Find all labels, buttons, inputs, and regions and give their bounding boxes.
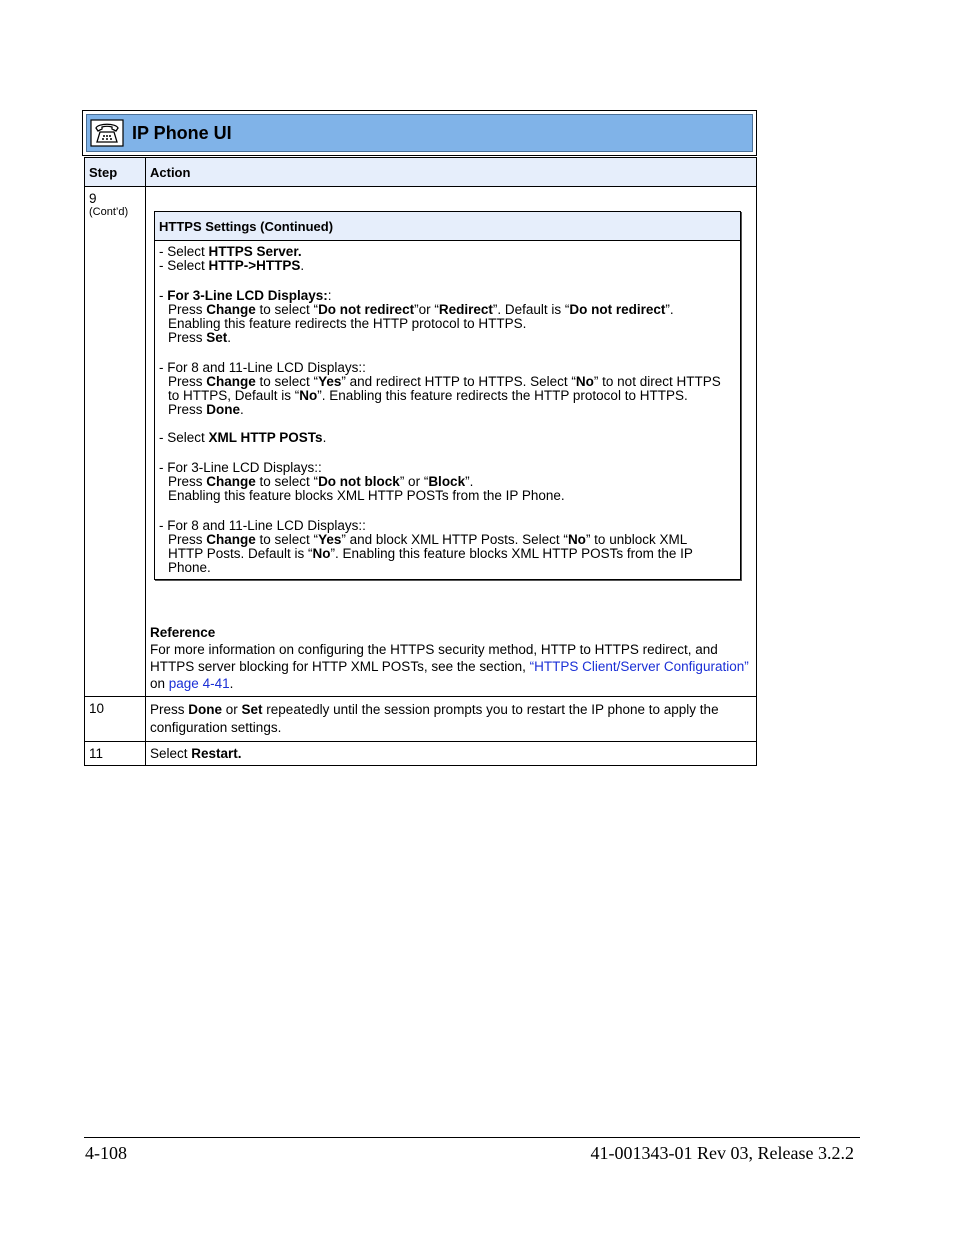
- inner-box-title: HTTPS Settings (Continued): [155, 212, 741, 241]
- reference-text: For more information on configuring the HTTPS security method, HTTP to HTTPS redirect, and HTTPS server blocking for HTTP XML POSTs, see the section,: [150, 642, 718, 674]
- list-item: Press Done.: [168, 402, 244, 417]
- steps-table: [84, 157, 757, 766]
- action-header: Action: [146, 158, 757, 187]
- step-header: Step: [85, 158, 146, 187]
- step-number: 11: [85, 742, 146, 766]
- list-item: to HTTPS, Default is “No”. Enabling this feature redirects the HTTP protocol to HTTPS.: [168, 388, 688, 403]
- section-banner: [86, 114, 753, 152]
- action-cell: Press Done or Set repeatedly until the session prompts you to restart the IP phone to apply the configuration settings.: [146, 697, 757, 742]
- list-item: Enabling this feature redirects the HTTP protocol to HTTPS.: [168, 316, 527, 331]
- step-number: 10: [85, 697, 146, 742]
- list-item: HTTP Posts. Default is “No”. Enabling this feature blocks XML HTTP POSTs from the IP: [168, 546, 693, 561]
- step-cell: [85, 187, 146, 697]
- table-header-row: [85, 158, 757, 187]
- https-config-link[interactable]: “HTTPS Client/Server Configuration”: [529, 659, 749, 674]
- table-row: [85, 742, 757, 766]
- section-title: IP Phone UI: [132, 122, 232, 143]
- list-item: - Select HTTP->HTTPS.: [159, 258, 305, 273]
- https-settings-box: [154, 211, 741, 580]
- table-row: [85, 187, 757, 697]
- table-row: [85, 697, 757, 742]
- action-cell: Select Restart.: [146, 742, 757, 766]
- reference-block: Reference For more information on configuring the HTTPS security method, HTTP to HTTPS redirect, and HTTPS server blocking for HTTP XML POSTs, see the section, “HTTPS Client/Server Configuration” on page 4-41.: [150, 625, 749, 691]
- page-link[interactable]: page 4-41: [168, 676, 230, 691]
- phone-icon: [90, 119, 124, 147]
- list-item: Press Change to select “Do not redirect”or “Redirect”. Default is “Do not redirect”.: [168, 302, 674, 317]
- list-item: - For 8 and 11-Line LCD Displays::: [159, 360, 366, 375]
- section-banner-frame: [82, 110, 757, 156]
- page-number: 4-108: [85, 1143, 127, 1163]
- list-item: - For 3-Line LCD Displays::: [159, 288, 332, 303]
- list-item: Phone.: [168, 560, 211, 575]
- list-item: - Select HTTPS Server.: [159, 244, 302, 259]
- step-note: (Cont’d): [89, 206, 129, 218]
- list-item: - For 8 and 11-Line LCD Displays::: [159, 518, 366, 533]
- footer-divider: [84, 1137, 860, 1138]
- list-item: - Select XML HTTP POSTs.: [159, 430, 327, 445]
- inner-box-body: [155, 241, 741, 580]
- document-id: 41-001343-01 Rev 03, Release 3.2.2: [590, 1143, 854, 1163]
- list-item: Press Change to select “Yes” and block XML HTTP Posts. Select “No” to unblock XML: [168, 532, 688, 547]
- list-item: Press Change to select “Yes” and redirect HTTP to HTTPS. Select “No” to not direct HTTPS: [168, 374, 721, 389]
- action-cell: [146, 187, 757, 697]
- list-item: Enabling this feature blocks XML HTTP POSTs from the IP Phone.: [168, 488, 565, 503]
- list-item: Press Change to select “Do not block” or “Block”.: [168, 474, 474, 489]
- list-item: - For 3-Line LCD Displays::: [159, 460, 322, 475]
- reference-title: Reference: [150, 625, 216, 640]
- step-number: 9: [89, 191, 97, 206]
- list-item: Press Set.: [168, 330, 232, 345]
